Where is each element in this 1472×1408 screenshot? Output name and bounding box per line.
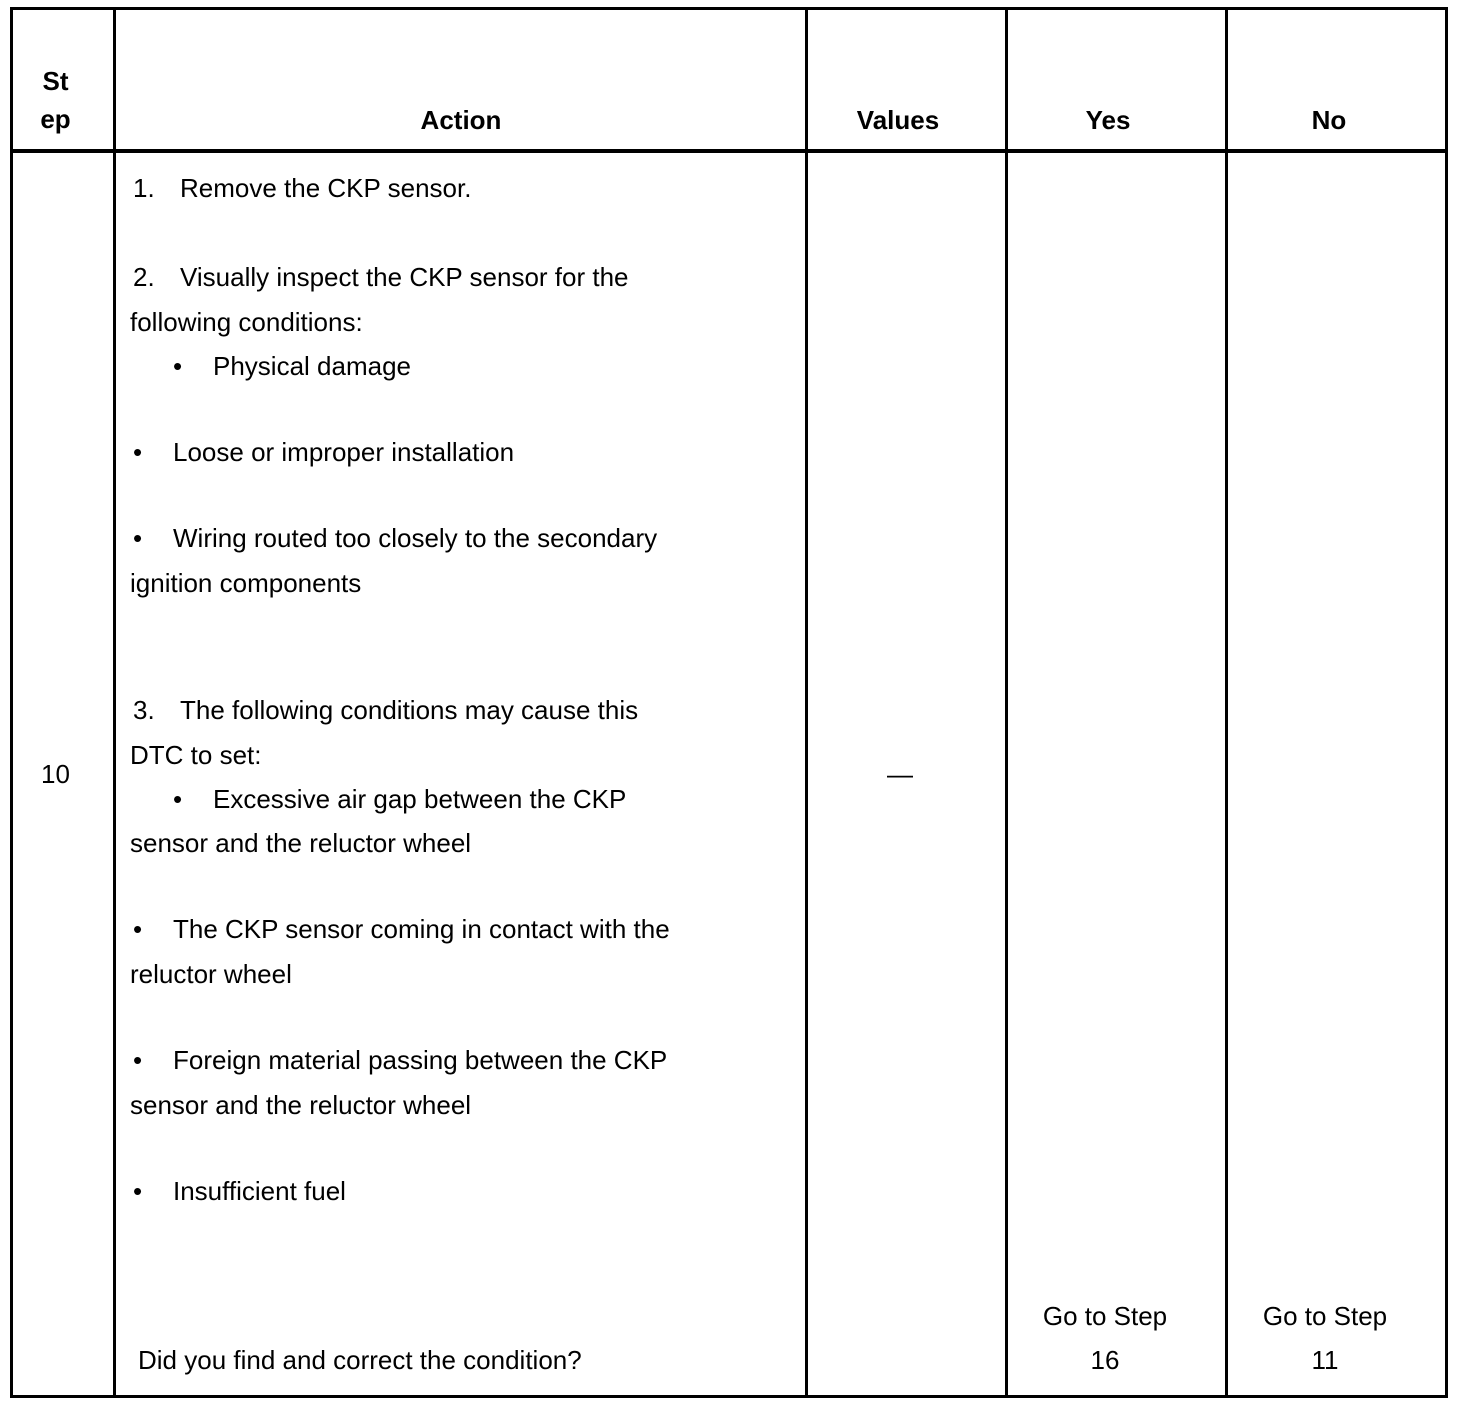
cause-1-text: Excessive air gap between the CKP (213, 784, 627, 814)
cause-contact-line2: reluctor wheel (130, 959, 292, 989)
condition-loose-installation (133, 430, 514, 474)
header-action: Action (420, 105, 502, 135)
condition-1-text: Physical damage (213, 351, 411, 381)
yes-step-number: 16 (1090, 1345, 1120, 1375)
bullet-icon: • (133, 1176, 143, 1206)
condition-2-text: Loose or improper installation (173, 437, 515, 467)
bullet-icon: • (173, 784, 183, 814)
bullet-icon: • (173, 351, 183, 381)
action-item-1-text: Remove the CKP sensor. (180, 173, 472, 203)
cause-2-text: The CKP sensor coming in contact with the (173, 914, 670, 944)
condition-wiring-line1 (133, 516, 657, 560)
cause-foreign-material-line1 (133, 1038, 667, 1082)
cause-air-gap-line2: sensor and the reluctor wheel (130, 828, 472, 858)
action-question: Did you find and correct the condition? (138, 1345, 582, 1375)
values-cell: — (887, 759, 913, 789)
header-no: No (1311, 105, 1347, 135)
action-item-3-line2: DTC to set: (130, 740, 262, 770)
column-divider-yes (1225, 10, 1228, 1395)
condition-wiring-line2: ignition components (130, 568, 362, 598)
action-item-3-line1 (133, 688, 638, 732)
action-item-2-line1 (133, 255, 629, 299)
cause-air-gap-line1 (173, 777, 626, 821)
bullet-icon: • (133, 437, 143, 467)
yes-go-to-step (1005, 1294, 1205, 1382)
action-item-1-number: 1. (133, 173, 155, 203)
header-separator (13, 149, 1445, 153)
action-item-3-text: The following conditions may cause this (180, 695, 639, 725)
column-divider-values (1005, 10, 1008, 1395)
header-step-line2: ep (40, 104, 71, 134)
action-item-2-line2: following conditions: (130, 307, 363, 337)
no-go-to-step (1225, 1294, 1425, 1382)
header-yes: Yes (1085, 105, 1131, 135)
header-step-line1: St (42, 66, 69, 96)
action-item-2-text: Visually inspect the CKP sensor for the (180, 262, 629, 292)
step-number: 10 (41, 759, 70, 789)
no-line1: Go to Step (1262, 1301, 1388, 1331)
bullet-icon: • (133, 1045, 143, 1075)
column-divider-action (805, 10, 808, 1395)
cause-4-text: Insufficient fuel (173, 1176, 346, 1206)
header-values: Values (856, 105, 940, 135)
cause-3-text: Foreign material passing between the CKP (173, 1045, 668, 1075)
no-step-number: 11 (1311, 1345, 1339, 1375)
condition-3-text: Wiring routed too closely to the secondary (173, 523, 658, 553)
bullet-icon: • (133, 523, 143, 553)
yes-line1: Go to Step (1042, 1301, 1168, 1331)
action-item-1 (133, 166, 471, 210)
column-divider-step (113, 10, 116, 1395)
action-item-2-number: 2. (133, 262, 155, 292)
bullet-icon: • (133, 914, 143, 944)
action-item-3-number: 3. (133, 695, 155, 725)
condition-physical-damage (173, 344, 411, 388)
cause-contact-line1 (133, 907, 670, 951)
header-step (13, 62, 98, 138)
cause-insufficient-fuel (133, 1169, 346, 1213)
cause-foreign-material-line2: sensor and the reluctor wheel (130, 1090, 472, 1120)
